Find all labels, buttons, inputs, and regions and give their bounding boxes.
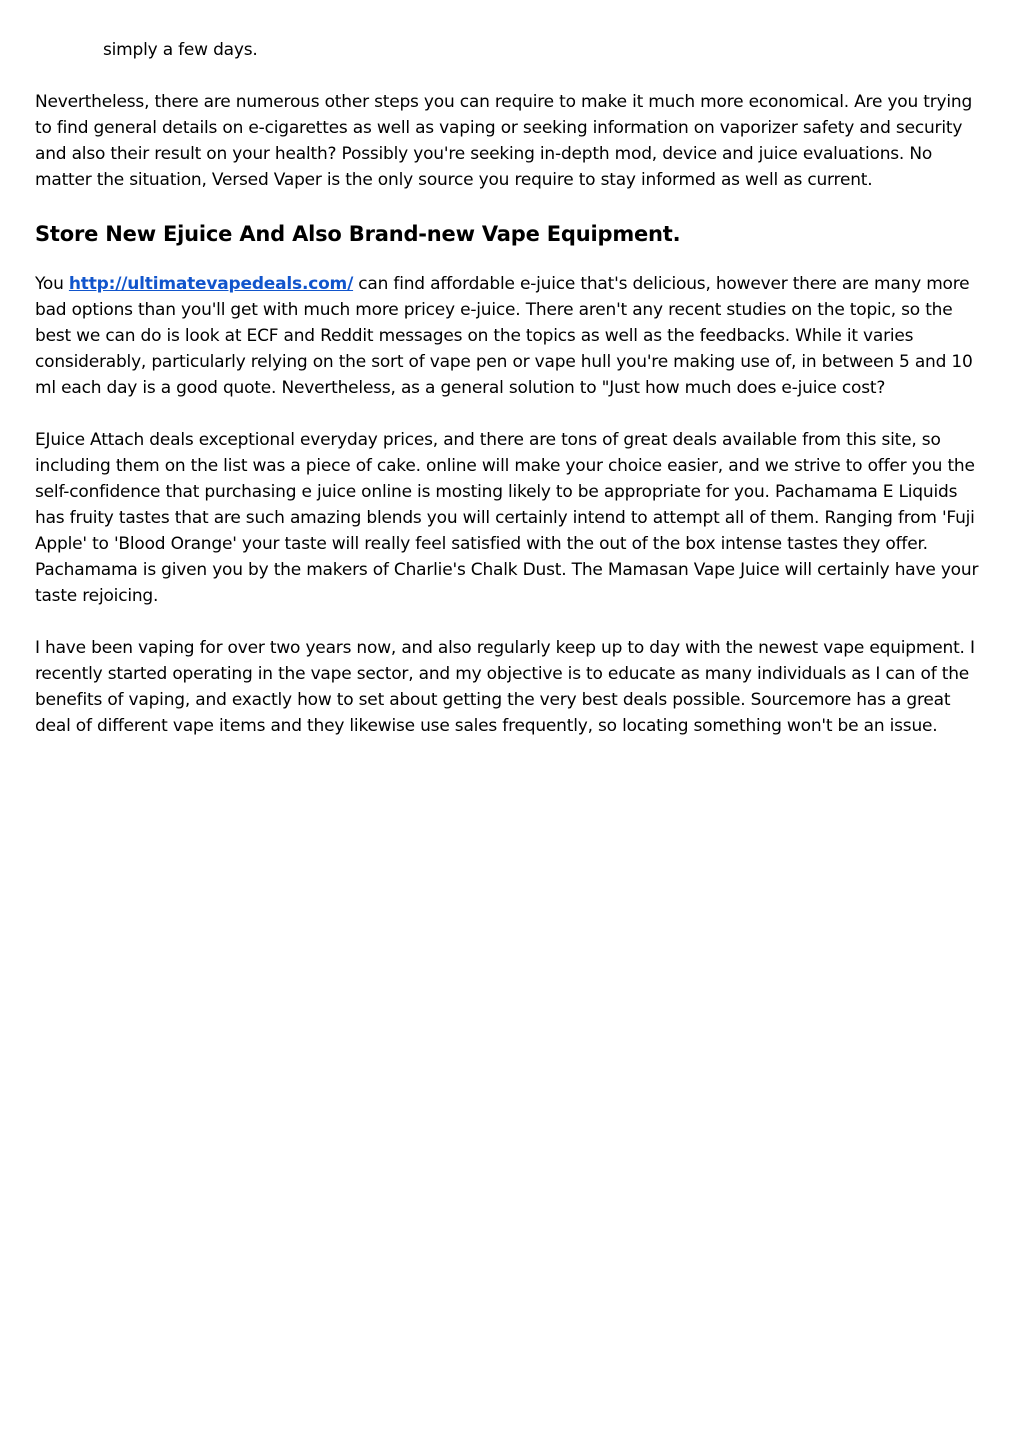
ultimatevapedeals-link[interactable]: http://ultimatevapedeals.com/ [68,274,354,294]
paragraph-4: I have been vaping for over two years now, and also regularly keep up to day with the newest vape equipment. I recently started operating in the vape sector, and my objective is to educate as many individuals as I can of the benefits of vaping, and exactly how to set about getting the very best deals possible. Sourcemore has a great deal of different vape items and they likewise use sales frequently, so locating something won't be an issue. [35,638,975,736]
paragraph-3: EJuice Attach deals exceptional everyday prices, and there are tons of great deals available from this site, so including them on the list was a piece of cake. online will make your choice easier, and we strive to offer you the self-confidence that purchasing e juice online is mosting likely to be appropriate for you. Pachamama E Liquids has fruity tastes that are such amazing blends you will certainly intend to attempt all of them. Ranging from 'Fuji Apple' to 'Blood Orange' your taste will really feel satisfied with the out of the box intense tastes they offer. Pachamama is given you by the makers of Charlie's Chalk Dust. The Mamasan Vape Juice will certainly have your taste rejoicing. [35,430,979,606]
paragraph-1: Nevertheless, there are numerous other steps you can require to make it much more economical. Are you trying to find general details on e-cigarettes as well as vaping or seeking information on vaporizer safety and security and also their result on your health? Possibly you're seeking in-depth mod, device and juice evaluations. No matter the situation, Versed Vaper is the only source you require to stay informed as well as current. [35,92,973,190]
paragraph-2 [35,271,984,401]
intro-fragment: simply a few days. [103,40,258,60]
paragraph-2-lead: You [35,274,69,294]
section-heading: Store New Ejuice And Also Brand-new Vape Equipment. [35,222,681,246]
paragraph-2-body: can find affordable e-juice that's delicious, however there are many more bad options than you'll get with much more pricey e-juice. There aren't any recent studies on the topic, so the best we can do is look at ECF and Reddit messages on the topics as well as the feedbacks. While it varies considerably, particularly relying on the sort of vape pen or vape hull you're making use of, in between 5 and 10 ml each day is a good quote. Nevertheless, as a general solution to "Just how much does e-juice cost? [35,274,973,398]
